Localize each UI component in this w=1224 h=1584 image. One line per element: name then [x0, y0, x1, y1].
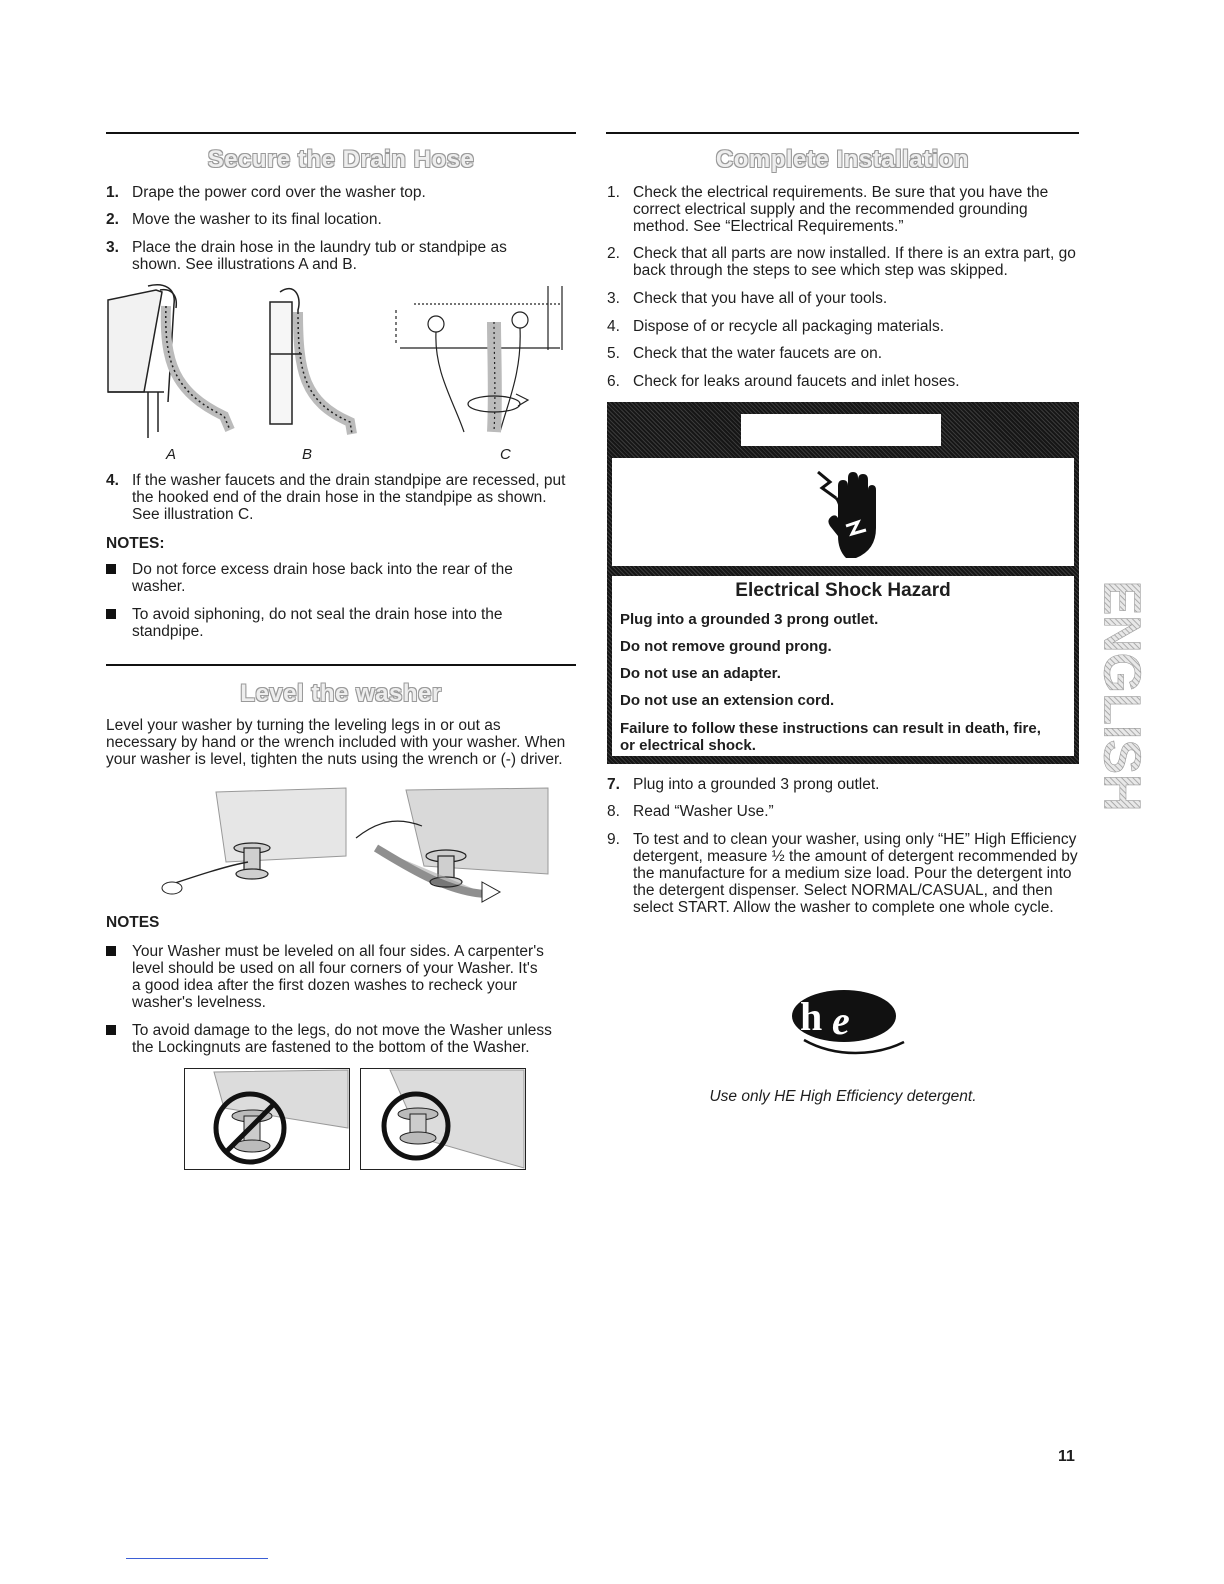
illustration-b	[270, 289, 352, 434]
warning-line-1: Plug into a grounded 3 prong outlet.	[620, 611, 879, 628]
complete-section-title: Complete Installation	[715, 146, 970, 173]
figure-label-c: C	[500, 446, 511, 463]
figure-label-a: A	[166, 446, 177, 463]
english-side-tab	[1092, 560, 1151, 832]
do-not-move-illustration-2	[360, 1068, 526, 1170]
level-section-title: Level the washer	[240, 680, 442, 707]
level-paragraph: Level your washer by turning the leveling legs in or out as necessary by hand or the wrench included with your washer. When your washer is level, tighten the nuts using the wrench or (-) driver.	[106, 717, 566, 768]
svg-text:e: e	[832, 998, 850, 1043]
figure-label-b: B	[302, 446, 313, 463]
right-top-rule	[606, 132, 1079, 134]
warning-banner	[741, 414, 941, 446]
bullet-square	[106, 946, 116, 956]
page-number: 11	[1058, 1448, 1075, 1465]
bullet-square	[106, 1025, 116, 1035]
bullet-square	[106, 609, 116, 619]
svg-text:h: h	[800, 994, 823, 1039]
warning-title: Electrical Shock Hazard	[735, 580, 951, 601]
bullet-square	[106, 564, 116, 574]
illustration-a	[108, 285, 230, 438]
level-notes-heading: NOTES	[106, 914, 160, 931]
drain-section-title: Secure the Drain Hose	[207, 146, 475, 173]
drain-notes-heading: NOTES:	[106, 535, 165, 552]
svg-text:ENGLISH: ENGLISH	[1092, 580, 1151, 812]
drain-hose-illustrations	[104, 282, 574, 442]
electrical-shock-hand-icon	[812, 468, 876, 560]
he-caption: Use only HE High Efficiency detergent.	[709, 1088, 977, 1105]
left-mid-rule	[106, 664, 576, 666]
warning-line-5: Failure to follow these instructions can result in death, fire, or electrical shock.	[620, 720, 1041, 754]
he-logo-icon	[786, 986, 910, 1058]
do-not-move-illustration-1	[184, 1068, 350, 1170]
warning-icon-panel	[612, 458, 1074, 566]
warning-line-4: Do not use an extension cord.	[620, 692, 835, 709]
leveling-illustration	[156, 786, 550, 906]
left-top-rule	[106, 132, 576, 134]
warning-line-2: Do not remove ground prong.	[620, 638, 832, 655]
warning-line-3: Do not use an adapter.	[620, 665, 781, 682]
footer-link-underline	[126, 1558, 268, 1559]
illustration-c	[396, 286, 562, 432]
